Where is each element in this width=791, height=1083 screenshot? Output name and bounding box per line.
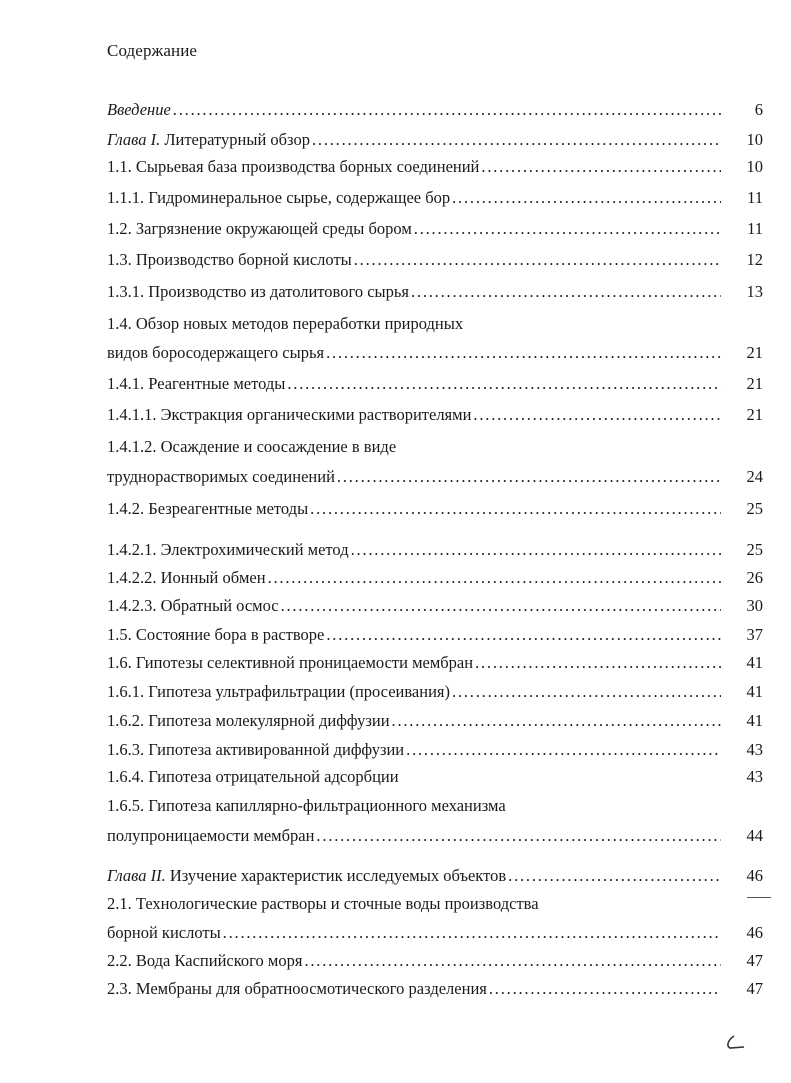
toc-entry[interactable] (107, 653, 765, 673)
toc-entry-text: 1.3. Производство борной кислоты (107, 250, 352, 269)
toc-entry-first-line: 1.4.1.2. Осаждение и соосаждение в виде (107, 437, 397, 456)
toc-entry-title (107, 866, 721, 886)
toc-entry[interactable] (107, 979, 765, 999)
toc-page-number: 11 (747, 219, 763, 238)
toc-page-number: 47 (746, 951, 763, 970)
chapter-label: Глава I. (107, 130, 161, 149)
toc-entry[interactable] (107, 866, 765, 886)
toc-page-number: 12 (746, 250, 763, 269)
handwritten-mark-icon (720, 1030, 750, 1054)
toc-entry-text: 1.5. Состояние бора в растворе (107, 625, 325, 644)
toc-page-number: 44 (746, 826, 763, 845)
toc-entry[interactable] (107, 219, 765, 239)
toc-page-number: 43 (746, 740, 763, 759)
toc-entry[interactable] (107, 767, 765, 787)
toc-entry-title (107, 343, 721, 363)
toc-entry-text: 1.4.2.1. Электрохимический метод (107, 540, 349, 559)
toc-entry-text: борной кислоты (107, 923, 221, 942)
toc-entry-title (107, 653, 721, 673)
toc-page-number: 30 (746, 596, 763, 615)
toc-entry-title (107, 596, 721, 616)
toc-entry-first-line: 1.4. Обзор новых методов переработки природных (107, 314, 464, 333)
toc-page-number: 13 (746, 282, 763, 301)
toc-entry-title (107, 540, 721, 560)
toc-page-number: 11 (747, 188, 763, 207)
toc-entry-title (107, 568, 721, 588)
toc-entry-title (107, 467, 721, 487)
toc-page-number: 10 (746, 130, 763, 149)
toc-page-number: 25 (746, 499, 763, 518)
toc-entry[interactable] (107, 130, 765, 150)
toc-entry-text: Изучение характеристик исследуемых объектов (165, 866, 507, 885)
toc-entry-text: 1.4.2.3. Обратный осмос (107, 596, 279, 615)
toc-entry-title (107, 374, 721, 394)
toc-entry-text: полупроницаемости мембран (107, 826, 315, 845)
toc-entry-title (107, 711, 721, 731)
toc-entry-text: 1.6.3. Гипотеза активированной диффузии (107, 740, 405, 759)
toc-page-number: 21 (746, 343, 763, 362)
toc-entry-text: видов боросодержащего сырья (107, 343, 325, 362)
toc-entry[interactable] (107, 343, 765, 363)
toc-entry[interactable] (107, 625, 765, 645)
toc-entry-text: Литературный обзор (160, 130, 310, 149)
toc-entry[interactable] (107, 100, 765, 120)
toc-page-number: 46 (746, 923, 763, 942)
toc-entry-text: 1.1. Сырьевая база производства борных соединений (107, 157, 480, 176)
toc-page-number: 43 (746, 767, 763, 786)
toc-page-number: 26 (746, 568, 763, 587)
toc-page-number: 41 (746, 711, 763, 730)
toc-page-number: 46 (746, 866, 763, 885)
toc-entry-text: 2.3. Мембраны для обратноосмотического разделения (107, 979, 487, 998)
toc-entry-first-line: 2.1. Технологические растворы и сточные воды производства (107, 894, 539, 913)
toc-entry-title (107, 826, 721, 846)
toc-page-number: 21 (746, 374, 763, 393)
toc-entry[interactable] (107, 374, 765, 394)
toc-entry-text: 1.1.1. Гидроминеральное сырье, содержащее бор (107, 188, 451, 207)
toc-entry-text: труднорастворимых соединений (107, 467, 335, 486)
chapter-label: Введение (107, 100, 171, 119)
toc-page-number: 10 (746, 157, 763, 176)
toc-entry[interactable] (107, 282, 765, 302)
toc-page-number: 24 (746, 467, 763, 486)
toc-entry-text: 1.6.1. Гипотеза ультрафильтрации (просеивания) (107, 682, 451, 701)
toc-entry-title (107, 100, 721, 120)
toc-entry-text: 1.6.2. Гипотеза молекулярной диффузии (107, 711, 390, 730)
toc-entry[interactable] (107, 540, 765, 560)
toc-entry-title (107, 625, 721, 645)
toc-entry-text: 1.4.2. Безреагентные методы (107, 499, 309, 518)
toc-entry-title (107, 499, 721, 519)
toc-entry-title (107, 979, 721, 999)
toc-entry-title (107, 923, 721, 943)
page-title: Содержание (107, 41, 198, 60)
toc-entry[interactable] (107, 682, 765, 702)
toc-entry[interactable] (107, 923, 765, 943)
toc-entry-title (107, 951, 721, 971)
toc-page-number: 47 (746, 979, 763, 998)
toc-entry-title (107, 405, 721, 425)
toc-page-number: 6 (754, 100, 763, 119)
toc-entry[interactable] (107, 596, 765, 616)
toc-entry-text: 1.4.1.1. Экстракция органическими растворителями (107, 405, 472, 424)
toc-entry-title (107, 219, 721, 239)
toc-entry[interactable] (107, 711, 765, 731)
toc-entry[interactable] (107, 499, 765, 519)
toc-entry[interactable] (107, 405, 765, 425)
toc-entry-text: 1.3.1. Производство из датолитового сырья (107, 282, 409, 301)
toc-page-number: 41 (746, 653, 763, 672)
toc-entry[interactable] (107, 568, 765, 588)
toc-entry-title (107, 682, 721, 702)
toc-entry[interactable] (107, 157, 765, 177)
toc-entry[interactable] (107, 826, 765, 846)
toc-entry-title (107, 740, 721, 760)
toc-entry-text: 1.4.1. Реагентные методы (107, 374, 286, 393)
toc-entry-title (107, 767, 721, 787)
chapter-label: Глава II. (107, 866, 166, 885)
toc-page-number: 21 (746, 405, 763, 424)
toc-entry[interactable] (107, 467, 765, 487)
toc-page-number: 25 (746, 540, 763, 559)
toc-entry-text: 1.2. Загрязнение окружающей среды бором (107, 219, 412, 238)
toc-entry-text: 1.6.4. Гипотеза отрицательной адсорбции (107, 767, 399, 786)
toc-entry[interactable] (107, 188, 765, 208)
toc-entry-title (107, 250, 721, 270)
toc-page-number: 37 (746, 625, 763, 644)
toc-entry-first-line: 1.6.5. Гипотеза капиллярно-фильтрационного механизма (107, 796, 506, 815)
toc-entry-title (107, 157, 721, 177)
toc-entry[interactable] (107, 250, 765, 270)
toc-entry-title (107, 188, 721, 208)
toc-entry-text: 2.2. Вода Каспийского моря (107, 951, 303, 970)
toc-entry[interactable] (107, 740, 765, 760)
stray-pen-mark (747, 897, 771, 898)
toc-entry-title (107, 130, 721, 150)
toc-page-number: 41 (746, 682, 763, 701)
toc-entry[interactable] (107, 951, 765, 971)
toc-entry-title (107, 282, 721, 302)
toc-entry-text: 1.6. Гипотезы селективной проницаемости мембран (107, 653, 474, 672)
toc-entry-text: 1.4.2.2. Ионный обмен (107, 568, 266, 587)
